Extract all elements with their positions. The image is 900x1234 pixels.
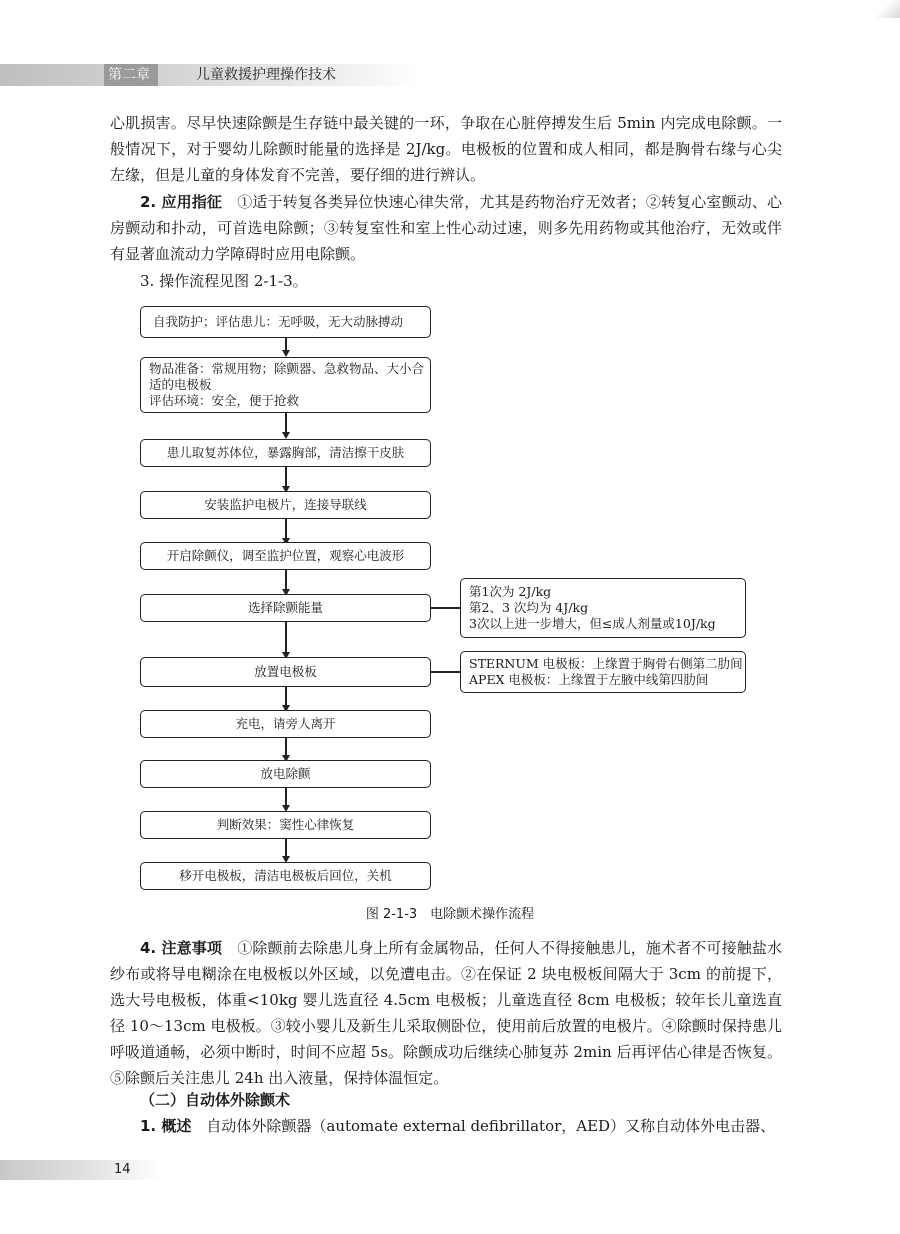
paragraph-2 bbox=[110, 189, 782, 267]
energy-note-box bbox=[460, 578, 746, 638]
footer-bar bbox=[0, 1160, 160, 1180]
flow-step-1: 自我防护；评估患儿：无呼吸，无大动脉搏动 bbox=[140, 306, 431, 338]
position-note-line-2: APEX 电极板：上缘置于左腋中线第四肋间 bbox=[469, 672, 709, 687]
flow-side-connector bbox=[431, 671, 460, 673]
section-heading: （二）自动体外除颤术 bbox=[140, 1091, 291, 1109]
flow-step-11: 移开电极板，清洁电极板后回位，关机 bbox=[140, 862, 431, 890]
paragraph-2-body: ①适于转复各类异位快速心律失常，尤其是药物治疗无效者；②转复心室颤动、心房颤动和扑动，可首选电除颤；③转复室性和室上性心动过速，则多先用药物或其他治疗，无效或伴有显著血流动力学障碍时应用电除颤。 bbox=[110, 193, 782, 263]
flow-step-9: 放电除颤 bbox=[140, 760, 431, 788]
flow-step-10: 判断效果：窦性心律恢复 bbox=[140, 811, 431, 839]
flow-step-6: 选择除颤能量 bbox=[140, 594, 431, 622]
flow-connector bbox=[285, 519, 287, 540]
flow-step-2-line-2: 评估环境：安全，便于抢救 bbox=[149, 393, 300, 408]
chapter-label: 第二章 bbox=[104, 64, 158, 86]
energy-note-line-3: 3次以上进一步增大，但≤成人剂量或10J/kg bbox=[469, 616, 716, 631]
flow-connector bbox=[285, 467, 287, 488]
paragraph-5-body: 自动体外除颤器（automate external defibrillator，AED）又称自动体外电击器、 bbox=[206, 1117, 776, 1135]
flow-step-3: 患儿取复苏体位，暴露胸部，清洁擦干皮肤 bbox=[140, 439, 431, 467]
flow-step-4: 安装监护电极片，连接导联线 bbox=[140, 491, 431, 519]
flow-connector bbox=[285, 687, 287, 707]
paragraph-2-heading: 2. 应用指征 bbox=[140, 193, 223, 211]
figure-caption: 图 2-1-3 电除颤术操作流程 bbox=[365, 907, 535, 922]
paragraph-4-heading: 4. 注意事项 bbox=[140, 939, 223, 957]
paragraph-4-body: ①除颤前去除患儿身上所有金属物品，任何人不得接触患儿，施术者不可接触盐水纱布或将导电糊涂在电极板以外区域，以免遭电击。②在保证 2 块电极板间隔大于 3cm 的前提下，选大号电极板，体重<10kg 婴儿选直径 4.5cm 电极板；儿童选直径 8cm 电极板；较年长儿童选直径 10～13cm 电极板。③较小婴儿及新生儿采取侧卧位，使用前后放置的电极片。④除颤时保持患儿呼吸道通畅，必须中断时，时间不应超 5s。除颤成功后继续心肺复苏 2min 后再评估心律是否恢复。⑤除颤后关注患儿 24h 出入液量，保持体温恒定。 bbox=[110, 939, 782, 1087]
paragraph-1: 心肌损害。尽早快速除颤是生存链中最关键的一环，争取在心脏停搏发生后 5min 内完成电除颤。一般情况下，对于婴幼儿除颤时能量的选择是 2J/kg。电极板的位置和成人相同，都是胸骨右缘与心尖左缘，但是儿童的身体发育不完善，要仔细的进行辨认。 bbox=[110, 114, 782, 184]
paragraph-4 bbox=[110, 935, 782, 1091]
flow-step-7: 放置电极板 bbox=[140, 657, 431, 687]
flow-arrow bbox=[282, 432, 290, 439]
position-note-line-1: STERNUM 电极板：上缘置于胸骨右侧第二肋间 bbox=[469, 656, 743, 671]
page-number: 14 bbox=[114, 1162, 131, 1177]
paragraph-5 bbox=[110, 1113, 782, 1139]
paragraph-3: 3. 操作流程见图 2-1-3。 bbox=[140, 272, 308, 290]
energy-note-line-2: 第2、3 次均为 4J/kg bbox=[469, 600, 589, 615]
flow-side-connector bbox=[431, 607, 460, 609]
paragraph-5-heading: 1. 概述 bbox=[140, 1117, 192, 1135]
flow-connector bbox=[285, 413, 287, 434]
flow-arrow bbox=[282, 350, 290, 357]
flow-step-8: 充电，请旁人离开 bbox=[140, 710, 431, 738]
flow-step-2 bbox=[140, 357, 431, 413]
flow-connector bbox=[285, 570, 287, 591]
position-note-box bbox=[460, 651, 746, 693]
flow-step-2-line-1: 物品准备：常规用物；除颤器、急救物品、大小合适的电极板 bbox=[149, 361, 425, 392]
flow-step-5: 开启除颤仪，调至监护位置，观察心电波形 bbox=[140, 542, 431, 570]
chapter-title: 儿童救援护理操作技术 bbox=[196, 67, 336, 83]
energy-note-line-1: 第1次为 2J/kg bbox=[469, 584, 552, 599]
flow-connector bbox=[285, 622, 287, 654]
page-corner-decoration bbox=[872, 0, 900, 18]
